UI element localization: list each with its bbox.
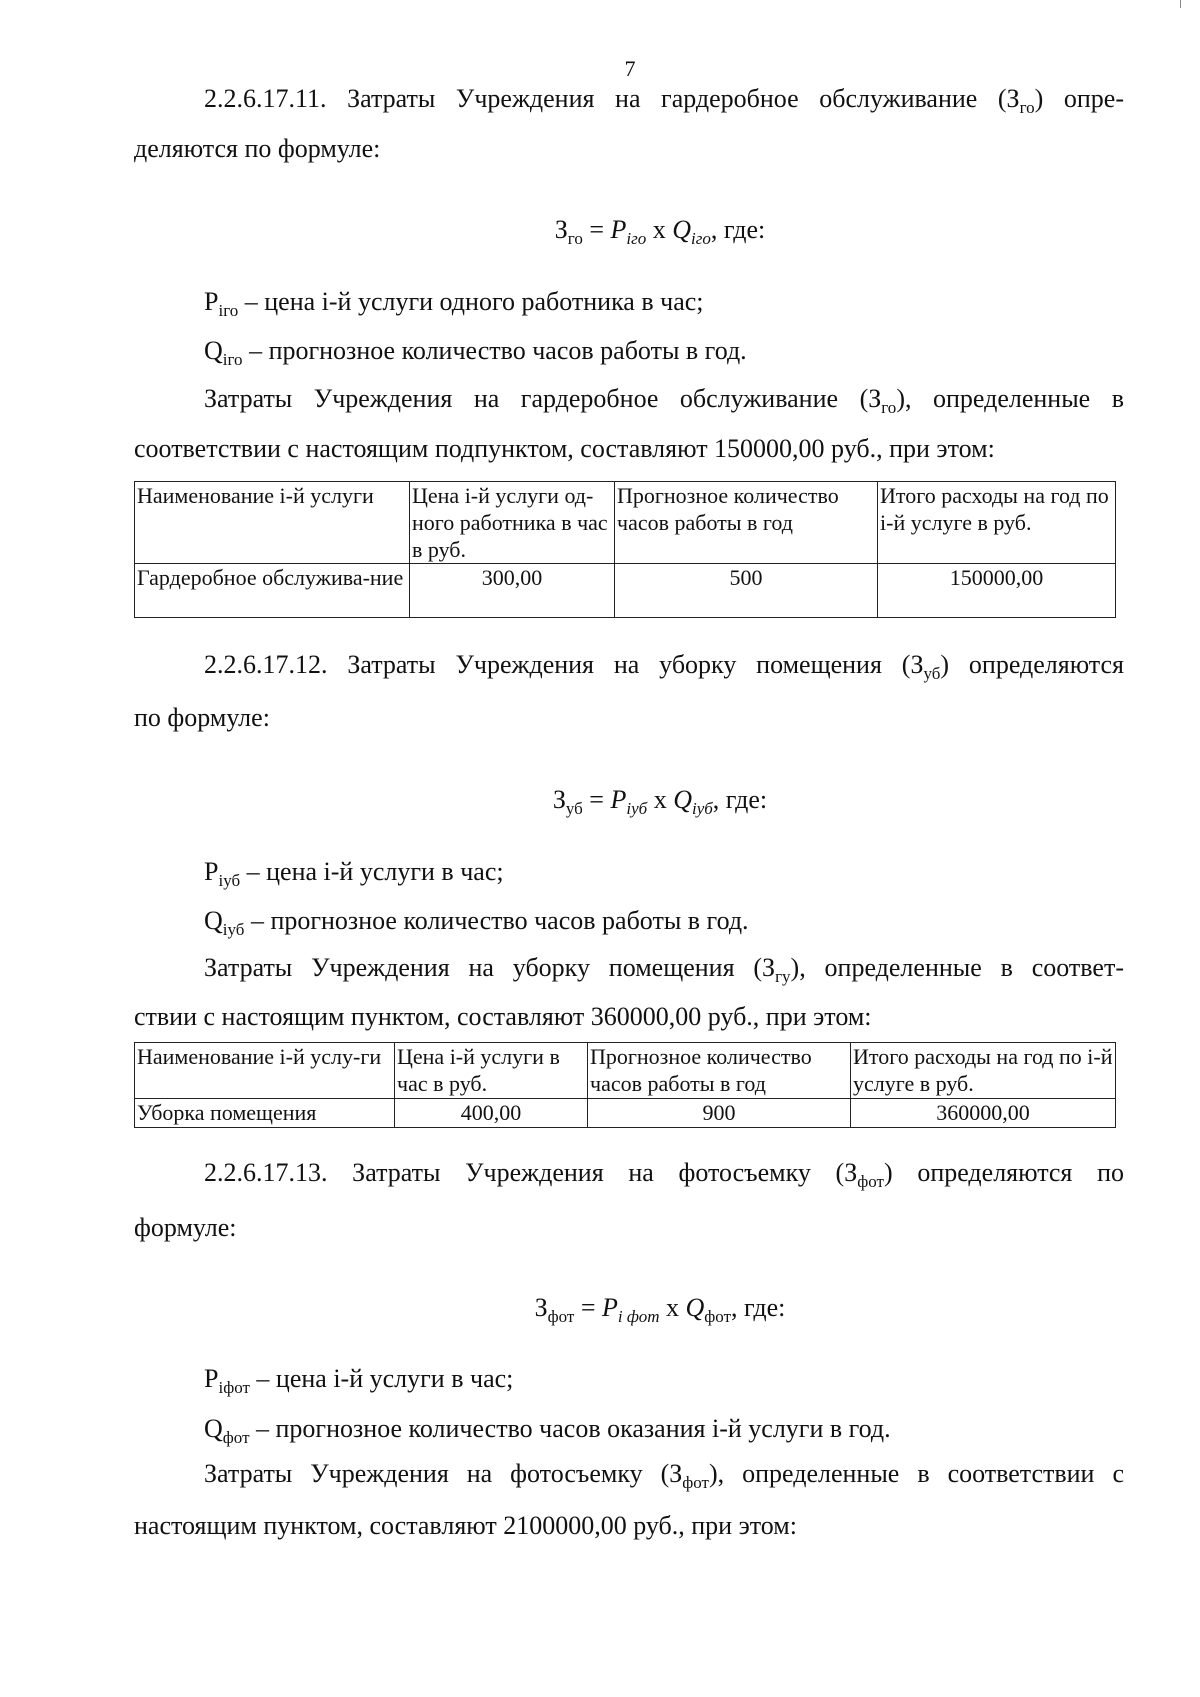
table-cell: Уборка помещения	[135, 1099, 395, 1128]
section-11-summary-cont: соответствии с настоящим подпунктом, составляют 150000,00 руб., при этом:	[134, 434, 995, 463]
section-11-p-definition: $P_{iго}$ – цена i-й услуги одного работника в час;	[204, 287, 704, 320]
table-header-cell: Цена i-й услуги од-ного работника в час в руб.	[410, 482, 615, 564]
section-11-table	[134, 481, 1116, 618]
section-11-heading: 2.2.6.17.11. Затраты Учреждения на гардеробное обслуживание $(З_{го})$ опре-	[204, 84, 1124, 117]
table-cell: 300,00	[410, 564, 615, 618]
section-12-heading: 2.2.6.17.12. Затраты Учреждения на уборку помещения $(З_{уб})$ определяются	[204, 650, 1124, 683]
section-13-p-definition: $P_{iфот}$ – цена i-й услуги в час;	[204, 1364, 514, 1397]
section-11-heading-cont: деляются по формуле:	[134, 134, 381, 163]
table-cell: 360000,00	[851, 1099, 1116, 1128]
table-header-row	[135, 482, 1116, 564]
table-header-cell: Итого расходы на год по i-й услуге в руб.	[851, 1043, 1116, 1099]
section-12-summary-cont: ствии с настоящим пунктом, составляют 360000,00 руб., при этом:	[134, 1002, 872, 1031]
table-cell: 150000,00	[878, 564, 1116, 618]
table-cell: 400,00	[395, 1099, 588, 1128]
table-row	[135, 1099, 1116, 1128]
table-cell: 500	[615, 564, 878, 618]
table-header-row	[135, 1043, 1116, 1099]
section-13-heading: 2.2.6.17.13. Затраты Учреждения на фотосъемку $(З_{фот})$ определяются по	[204, 1158, 1124, 1191]
table-cell: 900	[588, 1099, 851, 1128]
section-12-p-definition: $P_{iуб}$ – цена i-й услуги в час;	[204, 857, 504, 890]
table-row	[135, 564, 1116, 618]
section-13-summary-cont: настоящим пунктом, составляют 2100000,00 руб., при этом:	[134, 1511, 797, 1540]
section-13-summary: Затраты Учреждения на фотосъемку $(З_{фот})$, определенные в соответствии с	[204, 1459, 1124, 1492]
table-header-cell: Цена i-й услуги в час в руб.	[395, 1043, 588, 1099]
table-header-cell: Наименование i-й услуги	[135, 482, 410, 564]
section-12-q-definition: $Q_{iуб}$ – прогнозное количество часов работы в год.	[204, 906, 749, 939]
table-header-cell: Итого расходы на год по i-й услуге в руб.	[878, 482, 1116, 564]
table-header-cell: Наименование i-й услу-ги	[135, 1043, 395, 1099]
section-11-q-definition: $Q_{iго}$ – прогнозное количество часов работы в год.	[204, 336, 747, 369]
scan-edge-mark	[1180, 0, 1181, 8]
section-11-summary: Затраты Учреждения на гардеробное обслуживание $(З_{го})$, определенные в	[204, 384, 1124, 417]
section-12-summary: Затраты Учреждения на уборку помещения $(З_{гу})$, определенные в соответ-	[204, 953, 1124, 986]
table-header-cell: Прогнозное количество часов работы в год	[588, 1043, 851, 1099]
section-13-heading-cont: формуле:	[134, 1213, 237, 1242]
section-13-q-definition: $Q_{фот}$ – прогнозное количество часов оказания i-й услуги в год.	[204, 1414, 891, 1447]
table-header-cell: Прогнозное количество часов работы в год	[615, 482, 878, 564]
section-13-formula: $З_{фот} = P_{i фот}$ х $Q_{фот}$, где:	[534, 1293, 786, 1326]
section-12-formula: $З_{уб} = P_{iуб}$ х $Q_{iуб}$, где:	[552, 785, 768, 818]
section-12-heading-cont: по формуле:	[134, 703, 270, 732]
section-11-formula: $З_{го} = P_{iго}$ х $Q_{iго}$, где:	[554, 215, 766, 248]
page-number: 7	[624, 56, 636, 81]
table-cell: Гардеробное обслужива-ние	[135, 564, 410, 618]
section-12-table	[134, 1042, 1116, 1128]
